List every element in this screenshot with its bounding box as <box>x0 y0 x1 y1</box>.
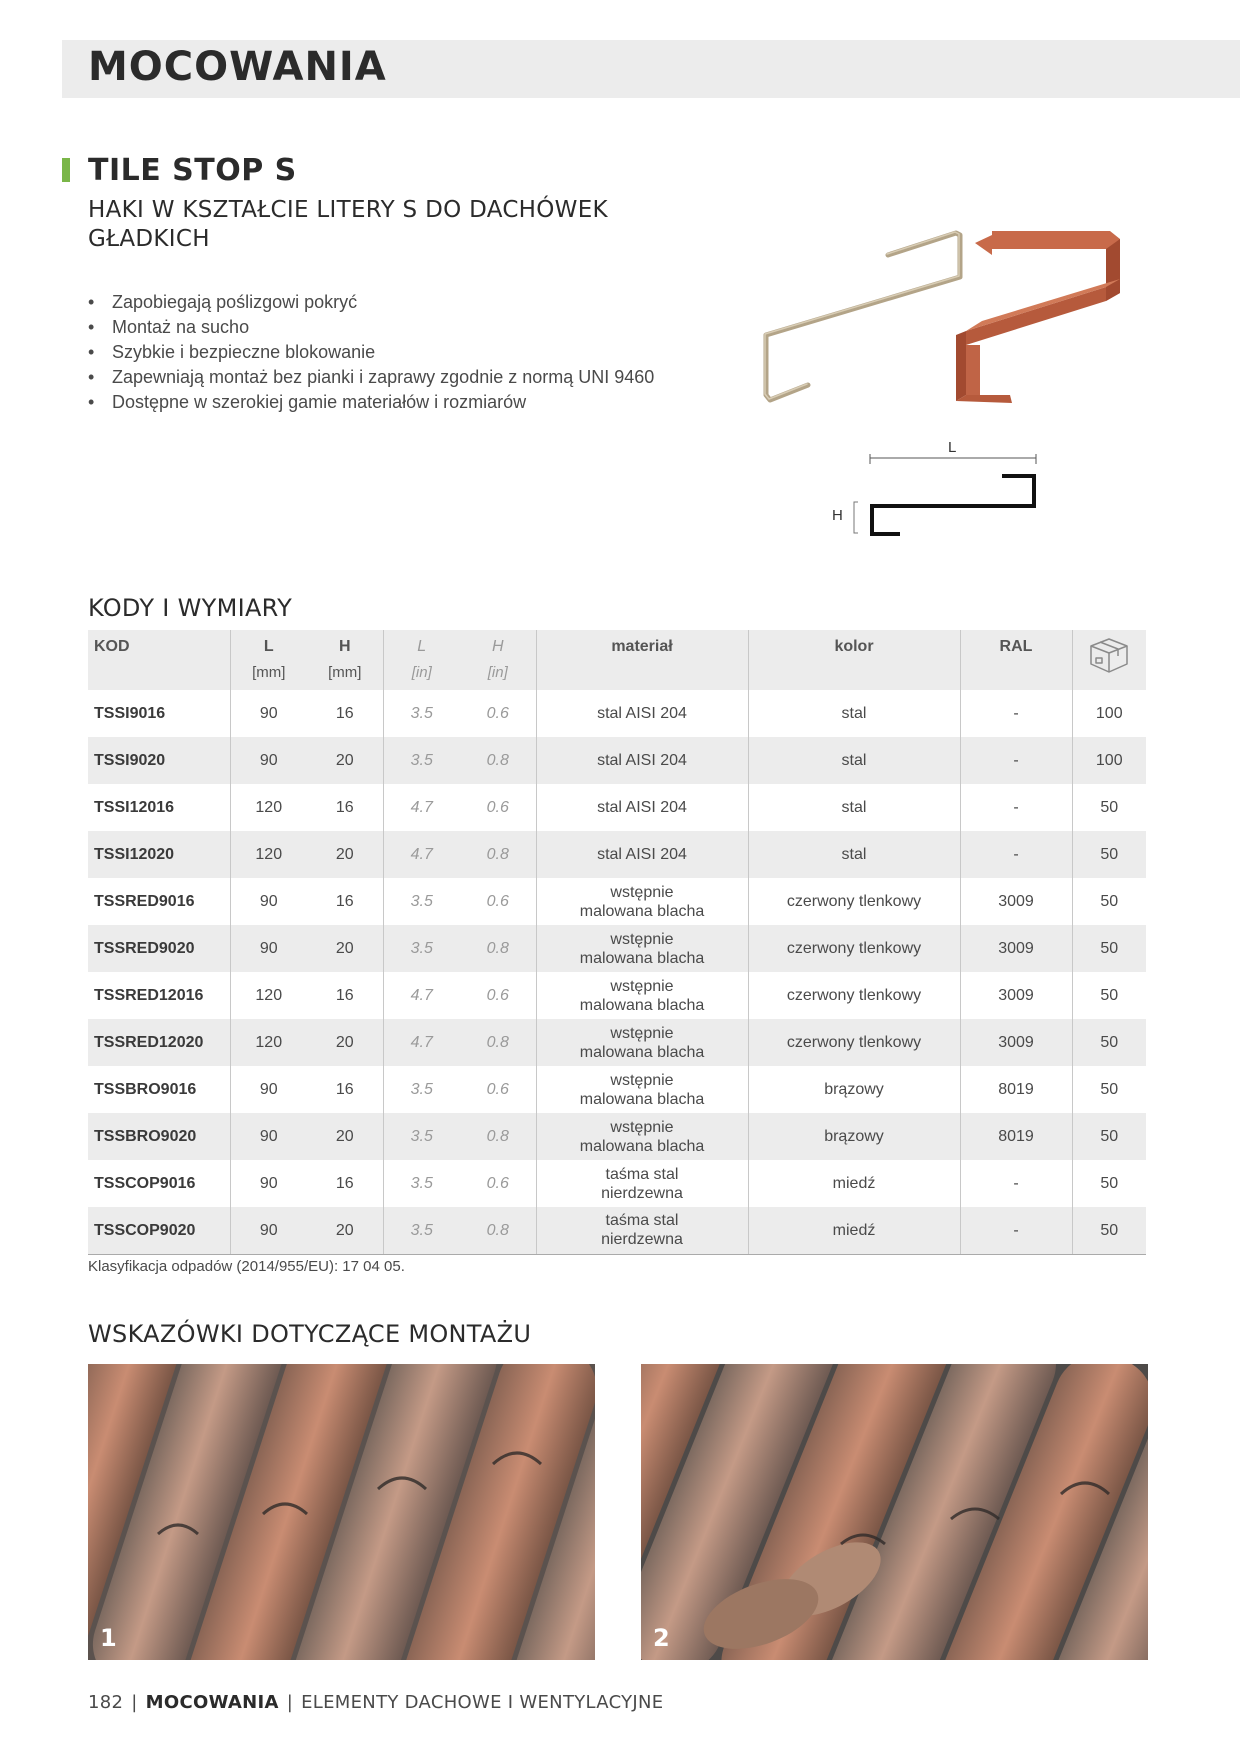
cell-kolor: czerwony tlenkowy <box>748 925 960 972</box>
cell-package-qty: 50 <box>1072 831 1146 878</box>
cell-l-in: 3.5 <box>383 1207 460 1254</box>
header-ral: RAL <box>960 630 1072 690</box>
table-row <box>88 831 1146 878</box>
cell-h-in: 0.6 <box>460 784 536 831</box>
cell-l: 90 <box>230 878 307 925</box>
cell-package-qty: 50 <box>1072 972 1146 1019</box>
header-l-in: L [in] <box>383 630 460 690</box>
cell-h: 20 <box>307 1019 383 1066</box>
cell-ral: 3009 <box>960 1019 1072 1066</box>
cell-l-in: 4.7 <box>383 784 460 831</box>
cell-kod: TSSRED12020 <box>88 1019 230 1066</box>
cell-material: wstępnie malowana blacha <box>536 1113 748 1160</box>
cell-material: stal AISI 204 <box>536 690 748 737</box>
cell-kolor: brązowy <box>748 1113 960 1160</box>
cell-l: 90 <box>230 1066 307 1113</box>
cell-kolor: miedź <box>748 1160 960 1207</box>
product-image <box>760 225 1140 415</box>
cell-kod: TSSCOP9016 <box>88 1160 230 1207</box>
feature-list <box>88 290 654 415</box>
cell-l: 90 <box>230 1160 307 1207</box>
cell-h-in: 0.8 <box>460 925 536 972</box>
cell-material: stal AISI 204 <box>536 737 748 784</box>
cell-kod: TSSI12020 <box>88 831 230 878</box>
cell-h: 20 <box>307 1207 383 1254</box>
cell-h-in: 0.8 <box>460 1113 536 1160</box>
cell-kolor: czerwony tlenkowy <box>748 1019 960 1066</box>
table-row <box>88 1113 1146 1160</box>
table-row <box>88 925 1146 972</box>
header-kolor: kolor <box>748 630 960 690</box>
cell-material: wstępnie malowana blacha <box>536 925 748 972</box>
page-number: 182 <box>88 1692 124 1713</box>
product-title: TILE STOP S <box>88 153 297 188</box>
cell-package-qty: 100 <box>1072 690 1146 737</box>
cell-h-in: 0.8 <box>460 1019 536 1066</box>
page-title: MOCOWANIA <box>88 44 387 90</box>
cell-l-in: 3.5 <box>383 1066 460 1113</box>
cell-material: stal AISI 204 <box>536 831 748 878</box>
feature-item: • Dostępne w szerokiej gamie materiałów i rozmiarów <box>88 390 654 415</box>
cell-ral: - <box>960 737 1072 784</box>
red-hook-image <box>956 231 1120 403</box>
table-row <box>88 1207 1146 1254</box>
page-footer: 182 | MOCOWANIA | ELEMENTY DACHOWE I WENTYLACYJNE <box>88 1692 664 1713</box>
codes-table <box>88 630 1146 1255</box>
cell-l: 90 <box>230 925 307 972</box>
cell-l-in: 3.5 <box>383 925 460 972</box>
cell-kolor: stal <box>748 690 960 737</box>
feature-item: • Szybkie i bezpieczne blokowanie <box>88 340 654 365</box>
cell-kod: TSSCOP9020 <box>88 1207 230 1254</box>
table-row <box>88 1066 1146 1113</box>
table-header-row <box>88 630 1146 690</box>
cell-h-in: 0.6 <box>460 1066 536 1113</box>
cell-l: 90 <box>230 690 307 737</box>
assembly-photo-1 <box>88 1364 595 1660</box>
cell-kolor: czerwony tlenkowy <box>748 972 960 1019</box>
photo-number: 2 <box>653 1624 670 1652</box>
assembly-section-title: WSKAZÓWKI DOTYCZĄCE MONTAŻU <box>88 1320 532 1348</box>
cell-kod: TSSI9020 <box>88 737 230 784</box>
cell-package-qty: 50 <box>1072 1207 1146 1254</box>
assembly-photo-2 <box>641 1364 1148 1660</box>
cell-l: 120 <box>230 784 307 831</box>
cell-material: wstępnie malowana blacha <box>536 972 748 1019</box>
cell-package-qty: 50 <box>1072 784 1146 831</box>
cell-ral: 3009 <box>960 878 1072 925</box>
product-subtitle: HAKI W KSZTAŁCIE LITERY S DO DACHÓWEK GŁADKICH <box>88 197 608 252</box>
cell-h-in: 0.6 <box>460 972 536 1019</box>
cell-package-qty: 50 <box>1072 1160 1146 1207</box>
cell-l-in: 3.5 <box>383 690 460 737</box>
photo-number: 1 <box>100 1624 117 1652</box>
cell-package-qty: 50 <box>1072 1019 1146 1066</box>
cell-l: 120 <box>230 831 307 878</box>
cell-l: 120 <box>230 1019 307 1066</box>
cell-h: 20 <box>307 925 383 972</box>
cell-l-in: 3.5 <box>383 878 460 925</box>
cell-l: 120 <box>230 972 307 1019</box>
cell-kod: TSSRED12016 <box>88 972 230 1019</box>
cell-package-qty: 50 <box>1072 1113 1146 1160</box>
waste-classification-note: Klasyfikacja odpadów (2014/955/EU): 17 04 05. <box>88 1258 405 1275</box>
codes-section-title: KODY I WYMIARY <box>88 594 293 622</box>
cell-package-qty: 100 <box>1072 737 1146 784</box>
cell-kod: TSSRED9016 <box>88 878 230 925</box>
dimension-diagram <box>820 430 1050 540</box>
cell-h: 20 <box>307 831 383 878</box>
cell-kod: TSSI9016 <box>88 690 230 737</box>
cell-ral: 8019 <box>960 1066 1072 1113</box>
cell-material: wstępnie malowana blacha <box>536 1019 748 1066</box>
cell-l: 90 <box>230 1207 307 1254</box>
cell-l: 90 <box>230 737 307 784</box>
header-h: H [mm] <box>307 630 383 690</box>
cell-h: 16 <box>307 690 383 737</box>
table-row <box>88 1160 1146 1207</box>
cell-kod: TSSBRO9020 <box>88 1113 230 1160</box>
cell-ral: - <box>960 690 1072 737</box>
cell-material: taśma stal nierdzewna <box>536 1207 748 1254</box>
header-package <box>1072 630 1146 690</box>
cell-ral: 3009 <box>960 925 1072 972</box>
cell-kolor: miedź <box>748 1207 960 1254</box>
cell-kolor: stal <box>748 737 960 784</box>
table-row <box>88 737 1146 784</box>
table-row <box>88 784 1146 831</box>
table-row <box>88 1019 1146 1066</box>
steel-hook-image <box>765 232 960 400</box>
cell-l-in: 4.7 <box>383 972 460 1019</box>
cell-package-qty: 50 <box>1072 925 1146 972</box>
cell-h: 16 <box>307 1160 383 1207</box>
cell-kolor: stal <box>748 784 960 831</box>
cell-h-in: 0.6 <box>460 690 536 737</box>
cell-ral: - <box>960 1207 1072 1254</box>
header-kod: KOD <box>88 630 230 690</box>
cell-h: 20 <box>307 737 383 784</box>
cell-h-in: 0.8 <box>460 831 536 878</box>
feature-item: • Montaż na sucho <box>88 315 654 340</box>
cell-kolor: stal <box>748 831 960 878</box>
cell-ral: - <box>960 1160 1072 1207</box>
cell-kod: TSSRED9020 <box>88 925 230 972</box>
header-l: L [mm] <box>230 630 307 690</box>
cell-material: wstępnie malowana blacha <box>536 1066 748 1113</box>
cell-h-in: 0.8 <box>460 737 536 784</box>
feature-item: • Zapewniają montaż bez pianki i zaprawy zgodnie z normą UNI 9460 <box>88 365 654 390</box>
dimension-label-h: H <box>832 507 843 524</box>
cell-kod: TSSI12016 <box>88 784 230 831</box>
cell-h: 16 <box>307 878 383 925</box>
cell-h-in: 0.6 <box>460 878 536 925</box>
footer-category: ELEMENTY DACHOWE I WENTYLACYJNE <box>301 1692 664 1713</box>
cell-h: 20 <box>307 1113 383 1160</box>
header-h-in: H [in] <box>460 630 536 690</box>
cell-l-in: 3.5 <box>383 737 460 784</box>
cell-l-in: 4.7 <box>383 1019 460 1066</box>
footer-section: MOCOWANIA <box>145 1692 279 1713</box>
cell-package-qty: 50 <box>1072 1066 1146 1113</box>
cell-kod: TSSBRO9016 <box>88 1066 230 1113</box>
cell-material: wstępnie malowana blacha <box>536 878 748 925</box>
cell-l: 90 <box>230 1113 307 1160</box>
header-material: materiał <box>536 630 748 690</box>
cell-material: stal AISI 204 <box>536 784 748 831</box>
cell-kolor: brązowy <box>748 1066 960 1113</box>
cell-h-in: 0.8 <box>460 1207 536 1254</box>
cell-l-in: 3.5 <box>383 1113 460 1160</box>
box-icon <box>1087 634 1131 676</box>
cell-l-in: 4.7 <box>383 831 460 878</box>
accent-bar <box>62 158 70 182</box>
cell-ral: 8019 <box>960 1113 1072 1160</box>
cell-l-in: 3.5 <box>383 1160 460 1207</box>
table-row <box>88 878 1146 925</box>
cell-ral: - <box>960 784 1072 831</box>
cell-ral: - <box>960 831 1072 878</box>
cell-kolor: czerwony tlenkowy <box>748 878 960 925</box>
table-row <box>88 972 1146 1019</box>
table-row <box>88 690 1146 737</box>
cell-h: 16 <box>307 972 383 1019</box>
dimension-label-l: L <box>948 439 957 456</box>
cell-h: 16 <box>307 784 383 831</box>
cell-ral: 3009 <box>960 972 1072 1019</box>
cell-h: 16 <box>307 1066 383 1113</box>
cell-material: taśma stal nierdzewna <box>536 1160 748 1207</box>
cell-package-qty: 50 <box>1072 878 1146 925</box>
feature-item: • Zapobiegają poślizgowi pokryć <box>88 290 654 315</box>
cell-h-in: 0.6 <box>460 1160 536 1207</box>
